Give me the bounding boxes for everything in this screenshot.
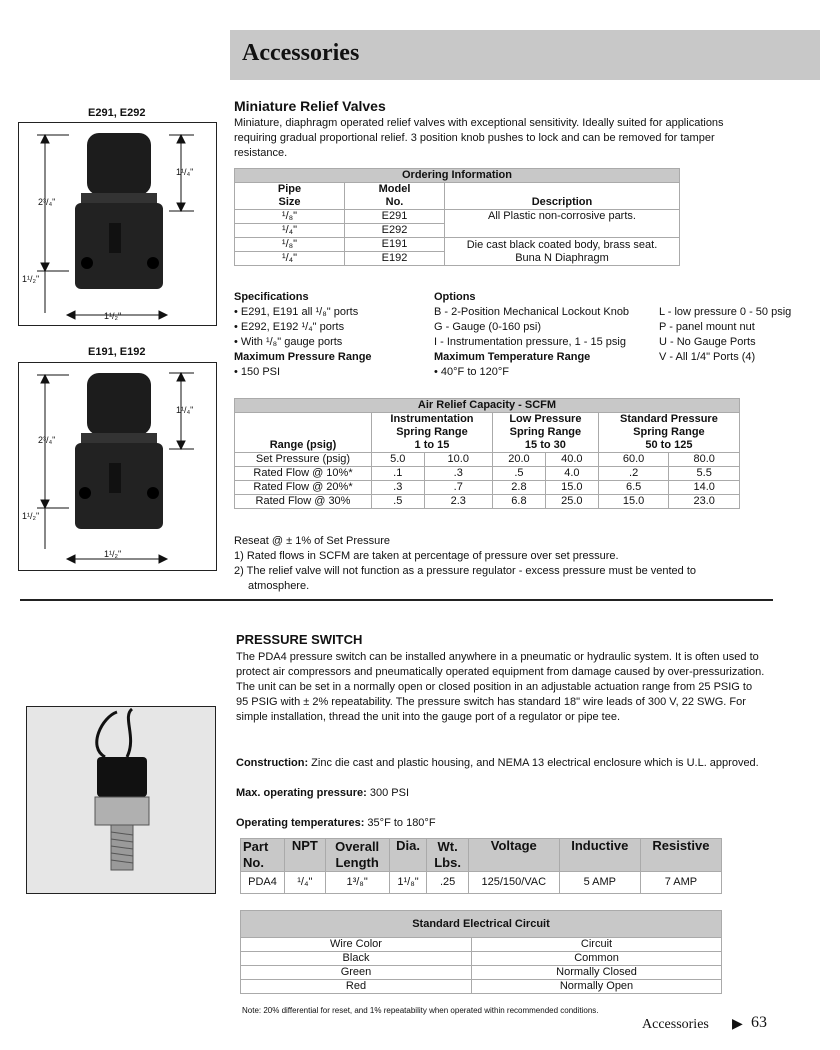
wire-color: Black [241,952,472,966]
col-header: Lbs. [434,855,461,870]
group-label: Spring Range [509,426,582,438]
group-label: Spring Range [396,426,468,438]
note-line: 1) Rated flows in SCFM are taken at percentage of pressure over set pressure. [234,550,619,562]
pressure-title: Maximum Pressure Range [234,351,372,363]
col-header: Dia. [389,839,427,872]
max-pressure-line [236,786,409,801]
cell: 1¹/₈" [389,872,427,894]
valve-drawing-top [19,123,216,325]
cell: 10.0 [424,453,492,467]
cell: 5 AMP [559,872,640,894]
footer-arrow-icon: ▶ [732,1015,743,1031]
temp-label: Operating temperatures: [236,817,365,829]
desc-plastic: All Plastic non-corrosive parts. [445,210,680,238]
cell: 80.0 [669,453,740,467]
max-pressure-text: 300 PSI [366,787,410,799]
option-item: P - panel mount nut [659,321,755,333]
note-line: 2) The relief valve will not function as a pressure regulator - excess pressure must be vented to [234,565,697,577]
page-number: 63 [751,1014,767,1031]
table-row [241,872,722,894]
col-header: Resistive [640,839,721,872]
cell: .25 [427,872,468,894]
cell: ¹/₄" [285,872,325,894]
row-label: Rated Flow @ 30% [235,495,372,509]
switch-spec-table [240,838,722,894]
cell: 25.0 [545,495,598,509]
model-no: E192 [345,252,445,266]
cell: 15.0 [545,481,598,495]
figure-label-bottom: E191, E192 [88,346,146,358]
capacity-title: Air Relief Capacity - SCFM [235,399,740,413]
dim-height-bottom: 2³/₄" [38,435,56,445]
valve-photo-top [18,122,217,326]
pipe-size: ¹/₄" [235,224,345,238]
col-header: Length [335,855,379,870]
col-header: Overall [335,839,380,854]
figure-label-top: E291, E292 [88,107,146,119]
cell: 5.5 [669,467,740,481]
specs-title: Specifications [234,291,309,303]
cell: 60.0 [598,453,669,467]
cell: 6.5 [598,481,669,495]
switch-drawing [27,707,215,893]
table-row [235,210,680,224]
cell: PDA4 [241,872,285,894]
dim-base-top: 1¹/₂" [22,274,40,284]
pipe-size: ¹/₈" [235,238,345,252]
row-label: Rated Flow @ 20%* [235,481,372,495]
range-header: Range (psig) [235,413,372,453]
temp-line [236,816,436,831]
spec-item: • With ¹/₈" gauge ports [234,336,343,348]
pipe-size: ¹/₄" [235,252,345,266]
relief-description: Miniature, diaphragm operated relief valves with exceptional sensitivity. Ideally suited for applications requiring gradual proportional relief. 3 position knob pushes to lock and can be removed for tamper resistance. [234,117,724,159]
cell: .7 [424,481,492,495]
col-header: Voltage [468,839,559,872]
page-title: Accessories [242,40,360,66]
options-right [659,305,819,365]
valve-photo-bottom [18,362,217,571]
circuit-header: Circuit [472,938,722,952]
switch-title: PRESSURE SWITCH [236,632,363,647]
circuit-header: Wire Color [241,938,472,952]
temp-value: • 40°F to 120°F [434,366,510,378]
group-label: Spring Range [633,426,705,438]
cell: 2.8 [492,481,545,495]
dim-upper-bottom: 1¹/₄" [176,405,194,415]
desc-header: Description [445,183,680,210]
cell: 2.3 [424,495,492,509]
relief-notes [234,534,774,594]
cell: 1³/₈" [325,872,389,894]
option-item: V - All 1/4" Ports (4) [659,351,756,363]
dim-height-top: 2³/₄" [38,197,56,207]
cell: .2 [598,467,669,481]
table-row [235,238,680,252]
cell: 40.0 [545,453,598,467]
table-row [241,952,722,966]
cell: 14.0 [669,481,740,495]
group-label: 1 to 15 [414,439,450,451]
relief-title: Miniature Relief Valves [234,98,386,114]
temp-text: 35°F to 180°F [364,817,436,829]
model-header-2: No. [385,196,404,208]
construction-line [236,756,776,771]
switch-note: Note: 20% differential for reset, and 1% repeatability when operated within recommended conditions. [242,1006,599,1015]
pipe-header-1: Pipe [277,183,302,195]
option-item: L - low pressure 0 - 50 psig [659,306,792,318]
cell: 125/150/VAC [468,872,559,894]
dim-width-bottom: 1¹/₂" [104,549,122,559]
model-no: E292 [345,224,445,238]
wire-color: Red [241,980,472,994]
desc-diecast-2: Buna N Diaphragm [515,251,609,264]
model-no: E291 [345,210,445,224]
ordering-title: Ordering Information [235,169,680,183]
pipe-size: ¹/₈" [235,210,345,224]
row-label: Rated Flow @ 10%* [235,467,372,481]
pressure-value: • 150 PSI [234,366,281,378]
table-row [241,966,722,980]
desc-diecast-1: Die cast black coated body, brass seat. [466,238,658,251]
circuit-value: Common [472,952,722,966]
table-row [235,467,740,481]
construction-text: Zinc die cast and plastic housing, and NEMA 13 electrical enclosure which is U.L. approved. [308,757,759,769]
max-pressure-label: Max. operating pressure: [236,787,367,799]
cell: 7 AMP [640,872,721,894]
wire-color: Green [241,966,472,980]
option-item: G - Gauge (0-160 psi) [434,321,541,333]
col-header: NPT [285,839,325,872]
cell: 23.0 [669,495,740,509]
model-no: E191 [345,238,445,252]
capacity-table [234,398,740,509]
switch-description: The PDA4 pressure switch can be installed anywhere in a pneumatic or hydraulic system. It is often used to protect air compressors and pneumatically operated equipment from damage caused by over-pressurization. The unit can be set in a normally open or closed position in an adjustable actuation range from 25 PSIG to 95 PSIG with ± 2% repeatability. The pressure switch has standard 18" wire leads of 300 V, 22 SWG. For simple installation, thread the unit into the gauge port of a regulator or pipe tee. [236,651,765,723]
group-label: Low Pressure [509,413,582,425]
cell: .5 [492,467,545,481]
cell: 20.0 [492,453,545,467]
spec-item: • E292, E192 ¹/₄" ports [234,321,345,333]
table-row [235,481,740,495]
group-label: 15 to 30 [524,439,566,451]
options [434,290,659,380]
cell: .3 [372,481,425,495]
dim-upper-top: 1¹/₄" [176,167,194,177]
col-header: Wt. [437,839,458,854]
option-item: U - No Gauge Ports [659,336,756,348]
group-label: 50 to 125 [645,439,693,451]
col-header: No. [243,855,264,870]
cell: .1 [372,467,425,481]
row-label: Set Pressure (psig) [235,453,372,467]
footer-section: Accessories [642,1017,709,1032]
valve-drawing-bottom [19,363,216,570]
cell: 6.8 [492,495,545,509]
table-row [235,495,740,509]
model-header-1: Model [378,183,411,195]
dim-base-bottom: 1¹/₂" [22,511,40,521]
col-header: Part [243,839,269,854]
option-item: I - Instrumentation pressure, 1 - 15 psig [434,336,626,348]
note-line: Reseat @ ± 1% of Set Pressure [234,535,390,547]
construction-label: Construction: [236,757,309,769]
col-header: Inductive [559,839,640,872]
dim-width-top: 1¹/₂" [104,311,122,321]
cell: .5 [372,495,425,509]
circuit-value: Normally Open [472,980,722,994]
pipe-header-2: Size [278,196,301,208]
group-label: Instrumentation [390,413,474,425]
cell: 4.0 [545,467,598,481]
cell: 15.0 [598,495,669,509]
table-row [241,980,722,994]
cell: .3 [424,467,492,481]
switch-photo [26,706,216,894]
temp-title: Maximum Temperature Range [434,351,591,363]
circuit-table [240,910,722,994]
spec-item: • E291, E191 all ¹/₈" ports [234,306,359,318]
circuit-value: Normally Closed [472,966,722,980]
cell: 5.0 [372,453,425,467]
option-item: B - 2-Position Mechanical Lockout Knob [434,306,630,318]
options-title: Options [434,291,476,303]
note-line: atmosphere. [248,580,310,592]
section-divider [20,599,773,601]
circuit-title: Standard Electrical Circuit [241,911,722,938]
ordering-table [234,168,680,266]
table-row [235,453,740,467]
specifications [234,290,434,380]
group-label: Standard Pressure [620,413,718,425]
